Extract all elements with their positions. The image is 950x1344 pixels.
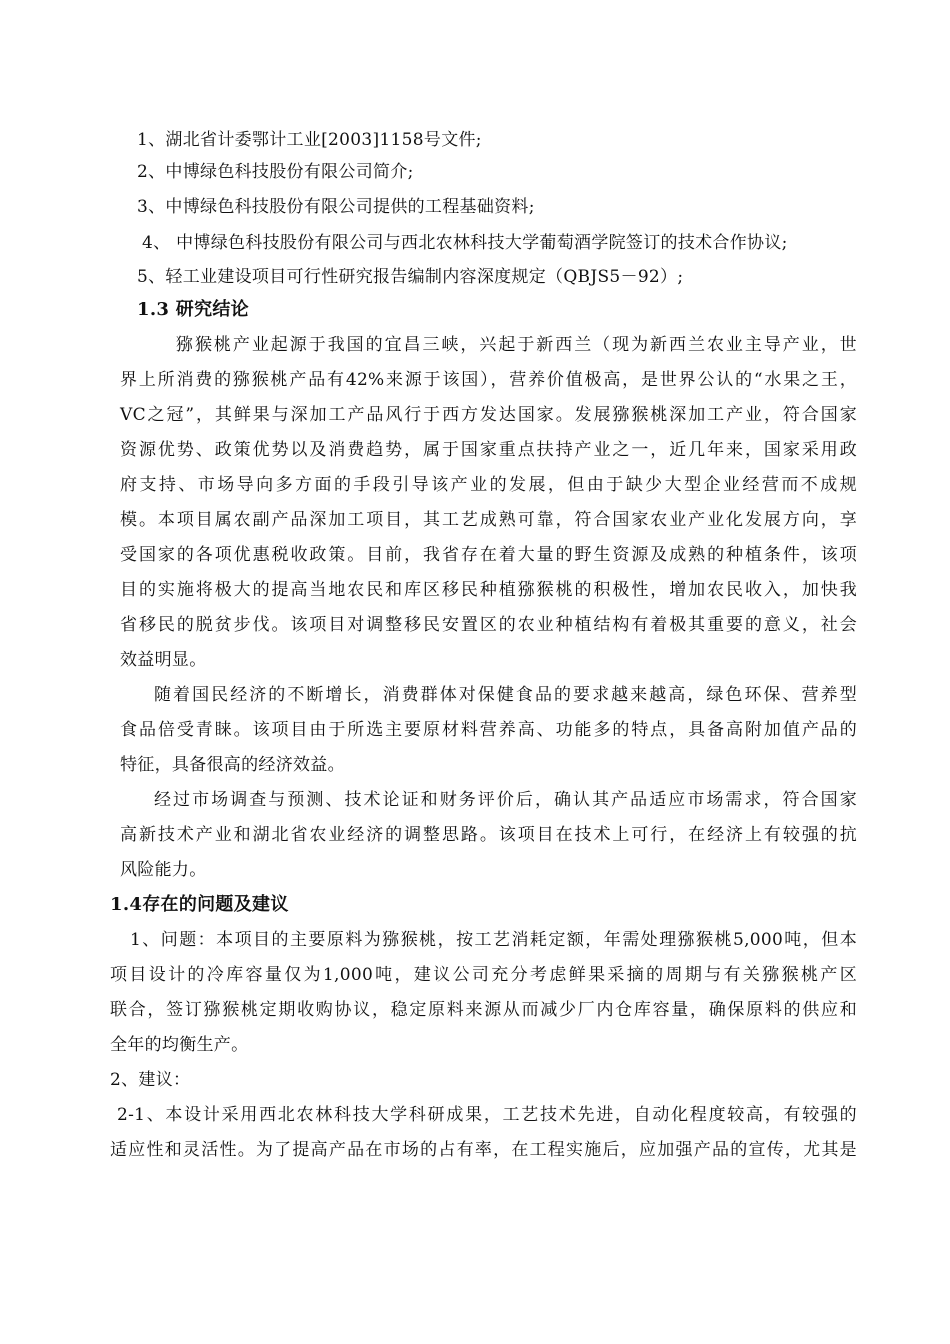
paragraph-line: 界上所消费的猕猴桃产品有42%来源于该国），营养价值极高，是世界公认的“水果之王，: [120, 370, 857, 390]
reference-item: 3、中博绿色科技股份有限公司提供的工程基础资料;: [137, 197, 535, 217]
paragraph-line: 随着国民经济的不断增长，消费群体对保健食品的要求越来越高，绿色环保、营养型: [154, 685, 857, 705]
reference-item: 4、 中博绿色科技股份有限公司与西北农林科技大学葡萄酒学院签订的技术合作协议;: [142, 233, 788, 253]
paragraph-line: 联合，签订猕猴桃定期收购协议，稳定原料来源从而减少厂内仓库容量，确保原料的供应和: [110, 1000, 857, 1020]
paragraph-line: 高新技术产业和湖北省农业经济的调整思路。该项目在技术上可行，在经济上有较强的抗: [120, 825, 857, 845]
reference-item: 5、轻工业建设项目可行性研究报告编制内容深度规定（QBJS5－92）;: [137, 267, 684, 287]
paragraph-line: 项目设计的冷库容量仅为1,000吨，建议公司充分考虑鲜果采摘的周期与有关猕猴桃产区: [110, 965, 857, 985]
paragraph-line: 效益明显。: [120, 650, 207, 670]
paragraph-line: 模。本项目属农副产品深加工项目，其工艺成熟可靠，符合国家农业产业化发展方向，享: [120, 510, 857, 530]
paragraph-line: 府支持、市场导向多方面的手段引导该产业的发展，但由于缺少大型企业经营而不成规: [120, 475, 857, 495]
paragraph-line: 2-1、本设计采用西北农林科技大学科研成果，工艺技术先进，自动化程度较高，有较强的: [117, 1105, 857, 1125]
section-heading-1-4: 1.4存在的问题及建议: [110, 894, 289, 915]
paragraph-line: 食品倍受青睐。该项目由于所选主要原材料营养高、功能多的特点，具备高附加值产品的: [120, 720, 857, 740]
paragraph-line: 特征，具备很高的经济效益。: [120, 755, 345, 775]
section-heading-1-3: 1.3 研究结论: [137, 299, 249, 320]
paragraph-line: 受国家的各项优惠税收政策。目前，我省存在着大量的野生资源及成熟的种植条件，该项: [120, 545, 857, 565]
paragraph-line: VC之冠”，其鲜果与深加工产品风行于西方发达国家。发展猕猴桃深加工产业，符合国家: [120, 405, 857, 425]
paragraph-line: 猕猴桃产业起源于我国的宜昌三峡，兴起于新西兰（现为新西兰农业主导产业，世: [176, 335, 857, 355]
suggestion-label: 2、建议：: [110, 1070, 191, 1090]
paragraph-line: 资源优势、政策优势以及消费趋势，属于国家重点扶持产业之一，近几年来，国家采用政: [120, 440, 857, 460]
paragraph-line: 全年的均衡生产。: [110, 1035, 249, 1055]
paragraph-line: 目的实施将极大的提高当地农民和库区移民种植猕猴桃的积极性，增加农民收入，加快我: [120, 580, 857, 600]
paragraph-line: 省移民的脱贫步伐。该项目对调整移民安置区的农业种植结构有着极其重要的意义，社会: [120, 615, 857, 635]
paragraph-line: 经过市场调查与预测、技术论证和财务评价后，确认其产品适应市场需求，符合国家: [154, 790, 857, 810]
paragraph-line: 风险能力。: [120, 860, 207, 880]
paragraph-line: 1、问题：本项目的主要原料为猕猴桃，按工艺消耗定额，年需处理猕猴桃5,000吨，但本: [130, 930, 857, 950]
reference-item: 2、中博绿色科技股份有限公司简介;: [137, 162, 414, 182]
paragraph-line: 适应性和灵活性。为了提高产品在市场的占有率，在工程实施后，应加强产品的宣传，尤其是: [110, 1140, 857, 1160]
reference-item: 1、湖北省计委鄂计工业[2003]1158号文件;: [137, 130, 482, 150]
